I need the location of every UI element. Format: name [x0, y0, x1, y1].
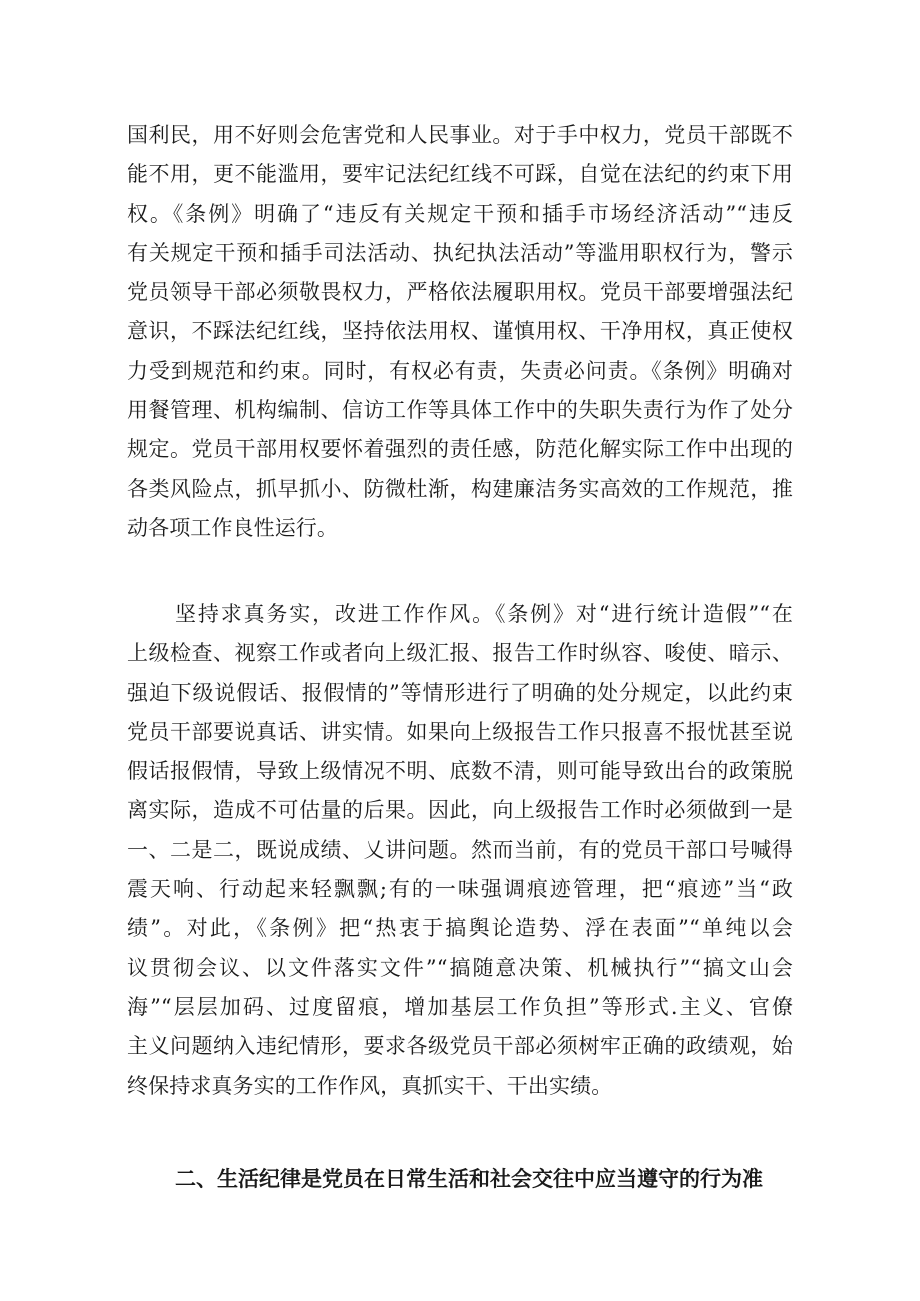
- paragraph-line: 终保持求真务实的工作作风，真抓实干、干出实绩。: [127, 1073, 613, 1098]
- paragraph-line: 力受到规范和约束。同时，有权必有责，失责必问责。《条例》明确对: [127, 358, 793, 383]
- paragraph-line: 权。《条例》明确了“违反有关规定干预和插手市场经济活动”“违反: [127, 201, 793, 226]
- paragraph-line: 各类风险点，抓早抓小、防微杜渐，构建廉洁务实高效的工作规范，推: [127, 476, 793, 501]
- paragraph-line: 坚持求真务实，改进工作作风。《条例》对“进行统计造假”“在: [175, 602, 793, 626]
- section-heading: 二、生活纪律是党员在日常生活和社会交往中应当遵守的行为准: [175, 1167, 763, 1191]
- paragraph-line: 强迫下级说假话、报假情的”等情形进行了明确的处分规定，以此约束: [127, 680, 793, 705]
- paragraph-line: 意识，不踩法纪红线，坚持依法用权、谨慎用权、干净用权，真正使权: [127, 319, 793, 344]
- paragraph-line: 党员领导干部必须敬畏权力，严格依法履职用权。党员干部要增强法纪: [127, 280, 793, 305]
- paragraph-line: 能不用，更不能滥用，要牢记法纪红线不可踩，自觉在法纪的约束下用: [127, 162, 793, 187]
- paragraph-line: 假话报假情，导致上级情况不明、底数不清，则可能导致出台的政策脱: [127, 759, 793, 784]
- paragraph-line: 绩”。对此，《条例》把“热衷于搞舆论造势、浮在表面”“单纯以会: [127, 916, 793, 941]
- paragraph-line: 有关规定干预和插手司法活动、执纪执法活动”等滥用职权行为，警示: [127, 240, 793, 265]
- paragraph-line: 用餐管理、机构编制、信访工作等具体工作中的失职失责行为作了处分: [127, 398, 793, 423]
- paragraph-line: 海”“层层加码、过度留痕，增加基层工作负担”等形式.主义、官僚: [127, 994, 793, 1019]
- paragraph-line: 动各项工作良性运行。: [127, 515, 338, 540]
- paragraph-line: 一、二是二，既说成绩、乂讲问题。然而当前，有的党员干部口号喊得: [127, 837, 793, 862]
- paragraph-line: 议贯彻会议、以文件落实文件”“搞随意决策、机械执行”“搞文山会: [127, 955, 793, 980]
- paragraph-line: 主义问题纳入违纪情形，要求各级党员干部必须树牢正确的政绩观，始: [127, 1034, 793, 1059]
- paragraph-power-use: [127, 116, 793, 548]
- paragraph-work-style: [127, 595, 793, 1106]
- paragraph-line: 震天响、行动起来轻飘飘;有的一味强调痕迹管理，把“痕迹”当“政: [127, 877, 793, 902]
- paragraph-line: 规定。党员干部用权要怀着强烈的责任感，防范化解实际工作中出现的: [127, 437, 793, 462]
- paragraph-line: 国利民，用不好则会危害党和人民事业。对于手中权力，党员干部既不: [127, 123, 793, 147]
- paragraph-line: 离实际，造成不可估量的后果。因此，向上级报告工作时必须做到一是: [127, 798, 793, 823]
- paragraph-line: 党员干部要说真话、讲实情。如果向上级报告工作只报喜不报忧甚至说: [127, 719, 793, 744]
- paragraph-line: 上级检查、视察工作或者向上级汇报、报告工作时纵容、唆使、暗示、: [127, 641, 793, 666]
